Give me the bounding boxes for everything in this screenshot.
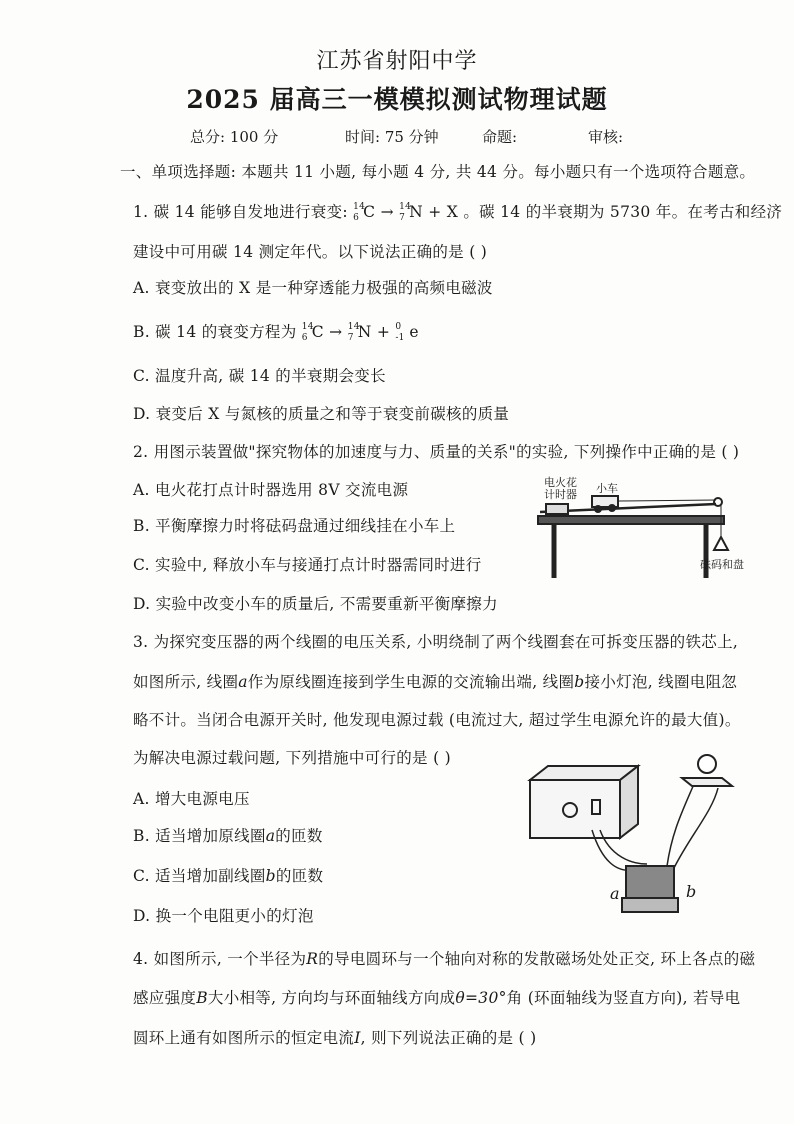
q3-line2-part-a: 如图所示, 线圈 xyxy=(133,673,239,691)
weight-label: 砝码和盘 xyxy=(700,558,744,571)
field-symbol: B xyxy=(196,989,208,1007)
q3-line4: 为解决电源过载问题, 下列措施中可行的是 ( ) xyxy=(133,749,452,767)
cart-wheel xyxy=(595,506,601,512)
q4-line1-part-a: 4. 如图所示, 一个半径为 xyxy=(133,950,307,968)
q2-stem: 2. 用图示装置做"探究物体的加速度与力、质量的关系"的实验, 下列操作中正确的是 ( ) xyxy=(133,443,740,461)
q1-stem-b: 。碳 14 的半衰期为 5730 年。在考古和经济 xyxy=(463,203,783,221)
reviewer-label: 审核: xyxy=(588,128,624,146)
q3-line2-part-b: 作为原线圈连接到学生电源的交流输出端, 线圈 xyxy=(247,673,575,691)
table-top xyxy=(538,516,724,524)
angle-value: θ=30° xyxy=(455,989,507,1007)
q1-option-c: C. 温度升高, 碳 14 的半衰期会变长 xyxy=(133,367,386,385)
q3-option-b-text: B. 适当增加原线圈 xyxy=(133,827,266,845)
q1-option-a: A. 衰变放出的 X 是一种穿透能力极强的高频电磁波 xyxy=(133,279,493,297)
nitrogen-isotope-notation: 14 7 xyxy=(399,202,412,223)
q2-option-b: B. 平衡摩擦力时将砝码盘通过细线挂在小车上 xyxy=(133,517,456,535)
q3-option-b-end: 的匝数 xyxy=(275,827,323,845)
coil-b-label: b xyxy=(686,882,697,901)
q3-option-c-end: 的匝数 xyxy=(275,867,324,885)
nitrogen-isotope-notation: 14 7 xyxy=(347,322,360,343)
q4-line3 xyxy=(133,1026,536,1048)
carbon-symbol: C xyxy=(311,323,324,341)
coil-a-label: a xyxy=(610,884,620,903)
q1-option-b-prefix: B. 碳 14 的衰变方程为 xyxy=(133,323,297,341)
coil-b-symbol: b xyxy=(265,867,276,885)
q2-apparatus-figure xyxy=(530,474,760,586)
q3-line1: 3. 为探究变压器的两个线圈的电压关系, 小明绕制了两个线圈套在可拆变压器的铁芯上, xyxy=(133,633,739,651)
current-symbol: I xyxy=(354,1029,361,1047)
q4-line2 xyxy=(133,986,740,1008)
electron-symbol: e xyxy=(409,323,419,341)
cart-wheel xyxy=(609,505,615,511)
q1-option-d: D. 衰变后 X 与氮核的质量之和等于衰变前碳核的质量 xyxy=(133,405,510,423)
bulb xyxy=(698,755,716,773)
arrow: → xyxy=(380,203,394,221)
x-symbol: X xyxy=(446,203,459,221)
q3-option-c xyxy=(133,864,323,886)
q4-line2-part-a: 感应强度 xyxy=(133,989,197,1007)
q2-option-d: D. 实验中改变小车的质量后, 不需要重新平衡摩擦力 xyxy=(133,595,498,613)
radius-symbol: R xyxy=(306,950,319,968)
q3-line2-part-c: 接小灯泡, 线圈电阻忽 xyxy=(584,673,738,691)
timer-body xyxy=(546,504,568,514)
transformer-core xyxy=(626,866,674,898)
q4-line1 xyxy=(133,947,755,969)
bulb-holder xyxy=(682,778,732,786)
wire xyxy=(674,788,718,868)
q3-transformer-figure xyxy=(522,752,742,922)
arrow: → xyxy=(329,323,343,341)
section-heading: 一、单项选择题: 本题共 11 小题, 每小题 4 分, 共 44 分。每小题只有一个选项符合题意。 xyxy=(120,163,756,181)
timer-label-2: 计时器 xyxy=(544,488,577,501)
timer-label-1: 电火花 xyxy=(544,476,577,489)
wire xyxy=(667,784,694,866)
q3-line2 xyxy=(133,670,737,692)
q4-line1-part-b: 的导电圆环与一个轴向对称的发散磁场处处正交, 环上各点的磁 xyxy=(318,950,756,968)
q1-stem-a: 1. 碳 14 能够自发地进行衰变: xyxy=(133,203,348,221)
q4-line2-part-b: 大小相等, 方向均与环面轴线方向成 xyxy=(207,989,456,1007)
string xyxy=(618,500,716,501)
exam-time: 时间: 75 分钟 xyxy=(345,128,439,146)
q3-option-c-text: C. 适当增加副线圈 xyxy=(133,867,266,885)
weight-pan xyxy=(714,537,728,550)
carbon-isotope-notation: 14 6 xyxy=(301,322,314,343)
total-score: 总分: 100 分 xyxy=(190,128,279,146)
cart-label: 小车 xyxy=(596,482,618,495)
q3-option-d: D. 换一个电阻更小的灯泡 xyxy=(133,907,314,925)
q2-option-c: C. 实验中, 释放小车与接通打点计时器需同时进行 xyxy=(133,556,482,574)
q3-option-b xyxy=(133,824,323,846)
carbon-symbol: C xyxy=(363,203,376,221)
power-supply xyxy=(530,780,620,838)
q1-stem-line1 xyxy=(133,200,782,223)
carbon-isotope-notation: 14 6 xyxy=(353,202,366,223)
q1-option-b xyxy=(133,320,419,343)
nitrogen-symbol: N xyxy=(409,203,423,221)
q3-line3: 略不计。当闭合电源开关时, 他发现电源过载 (电流过大, 超过学生电源允许的最大值)。 xyxy=(133,711,741,729)
supply-side xyxy=(620,766,638,838)
coil-b-symbol: b xyxy=(574,673,585,691)
q4-line3-part-b: , 则下列说法正确的是 ( ) xyxy=(360,1029,537,1047)
q3-option-a: A. 增大电源电压 xyxy=(133,790,250,808)
author-label: 命题: xyxy=(482,128,518,146)
plus: + xyxy=(376,323,391,341)
q1-stem-line2: 建设中可用碳 14 测定年代。以下说法正确的是 ( ) xyxy=(133,243,488,261)
exam-title: 2025 届高三一模模拟测试物理试题 xyxy=(186,85,608,114)
coil-a-symbol: a xyxy=(238,673,248,691)
school-name: 江苏省射阳中学 xyxy=(316,49,478,74)
plus: + xyxy=(428,203,442,221)
q4-line3-part-a: 圆环上通有如图所示的恒定电流 xyxy=(133,1029,355,1047)
q4-line2-part-c: 角 (环面轴线为竖直方向), 若导电 xyxy=(506,989,741,1007)
q2-option-a: A. 电火花打点计时器选用 8V 交流电源 xyxy=(133,481,409,499)
coil-a-symbol: a xyxy=(265,827,276,845)
nitrogen-symbol: N xyxy=(357,323,372,341)
transformer-diagram xyxy=(522,752,742,922)
transformer-base xyxy=(622,898,678,912)
electron-notation: 0 -1 xyxy=(395,322,405,343)
